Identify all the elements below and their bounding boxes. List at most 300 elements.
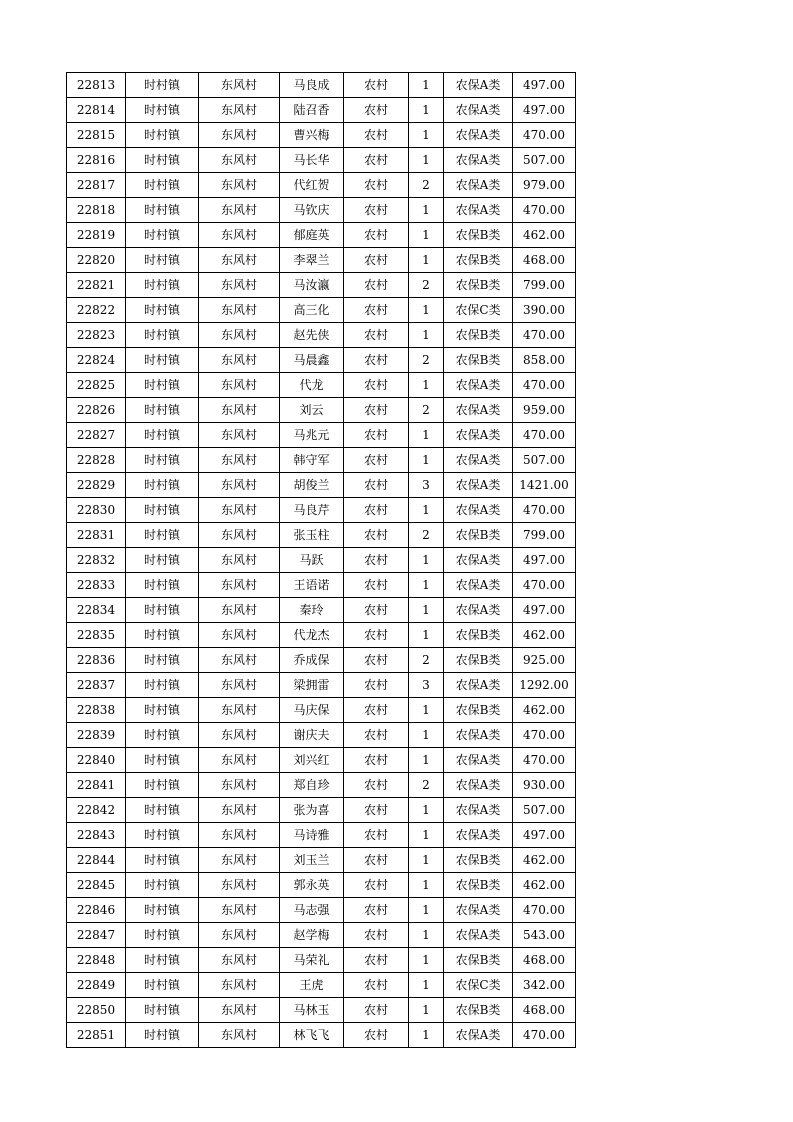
area-type-cell: 农村: [344, 273, 409, 298]
town-cell: 时村镇: [126, 848, 199, 873]
table-row: [67, 723, 576, 748]
household-count-cell: 1: [409, 148, 444, 173]
village-cell: 东风村: [199, 398, 280, 423]
insurance-category-cell: 农保A类: [444, 748, 513, 773]
table-row: [67, 1023, 576, 1048]
amount-cell: 799.00: [513, 523, 576, 548]
area-type-cell: 农村: [344, 798, 409, 823]
insurance-category-cell: 农保A类: [444, 423, 513, 448]
village-cell: 东风村: [199, 1023, 280, 1048]
household-count-cell: 2: [409, 348, 444, 373]
town-cell: 时村镇: [126, 673, 199, 698]
name-cell: 马长华: [280, 148, 344, 173]
area-type-cell: 农村: [344, 548, 409, 573]
village-cell: 东风村: [199, 523, 280, 548]
town-cell: 时村镇: [126, 248, 199, 273]
area-type-cell: 农村: [344, 373, 409, 398]
insurance-category-cell: 农保A类: [444, 123, 513, 148]
insurance-category-cell: 农保A类: [444, 598, 513, 623]
household-count-cell: 1: [409, 898, 444, 923]
table-row: [67, 398, 576, 423]
record-id-cell: 22818: [67, 198, 126, 223]
table-row: [67, 698, 576, 723]
name-cell: 马志强: [280, 898, 344, 923]
name-cell: 马晨鑫: [280, 348, 344, 373]
household-count-cell: 1: [409, 723, 444, 748]
name-cell: 韩守军: [280, 448, 344, 473]
town-cell: 时村镇: [126, 298, 199, 323]
table-row: [67, 323, 576, 348]
town-cell: 时村镇: [126, 123, 199, 148]
household-count-cell: 1: [409, 198, 444, 223]
household-count-cell: 1: [409, 848, 444, 873]
insurance-category-cell: 农保B类: [444, 848, 513, 873]
town-cell: 时村镇: [126, 323, 199, 348]
village-cell: 东风村: [199, 573, 280, 598]
insurance-category-cell: 农保A类: [444, 573, 513, 598]
village-cell: 东风村: [199, 923, 280, 948]
town-cell: 时村镇: [126, 273, 199, 298]
name-cell: 曹兴梅: [280, 123, 344, 148]
village-cell: 东风村: [199, 148, 280, 173]
area-type-cell: 农村: [344, 598, 409, 623]
insurance-category-cell: 农保B类: [444, 348, 513, 373]
insurance-category-cell: 农保A类: [444, 673, 513, 698]
name-cell: 马跃: [280, 548, 344, 573]
table-row: [67, 673, 576, 698]
village-cell: 东风村: [199, 548, 280, 573]
name-cell: 梁拥雷: [280, 673, 344, 698]
insurance-category-cell: 农保A类: [444, 723, 513, 748]
household-count-cell: 1: [409, 998, 444, 1023]
name-cell: 陆召香: [280, 98, 344, 123]
table-row: [67, 573, 576, 598]
household-count-cell: 1: [409, 698, 444, 723]
name-cell: 马良成: [280, 73, 344, 98]
table-row: [67, 298, 576, 323]
village-cell: 东风村: [199, 198, 280, 223]
amount-cell: 1292.00: [513, 673, 576, 698]
area-type-cell: 农村: [344, 498, 409, 523]
table-row: [67, 248, 576, 273]
village-cell: 东风村: [199, 98, 280, 123]
town-cell: 时村镇: [126, 773, 199, 798]
name-cell: 刘兴红: [280, 748, 344, 773]
insurance-category-cell: 农保A类: [444, 73, 513, 98]
town-cell: 时村镇: [126, 623, 199, 648]
insurance-category-cell: 农保A类: [444, 773, 513, 798]
insurance-category-cell: 农保B类: [444, 998, 513, 1023]
name-cell: 高三化: [280, 298, 344, 323]
name-cell: 郑自珍: [280, 773, 344, 798]
insurance-category-cell: 农保B类: [444, 873, 513, 898]
area-type-cell: 农村: [344, 73, 409, 98]
records-table-body: [67, 73, 576, 1048]
town-cell: 时村镇: [126, 748, 199, 773]
town-cell: 时村镇: [126, 923, 199, 948]
amount-cell: 462.00: [513, 848, 576, 873]
village-cell: 东风村: [199, 223, 280, 248]
table-row: [67, 598, 576, 623]
area-type-cell: 农村: [344, 898, 409, 923]
amount-cell: 462.00: [513, 873, 576, 898]
amount-cell: 470.00: [513, 123, 576, 148]
record-id-cell: 22851: [67, 1023, 126, 1048]
village-cell: 东风村: [199, 173, 280, 198]
table-row: [67, 973, 576, 998]
household-count-cell: 1: [409, 748, 444, 773]
record-id-cell: 22846: [67, 898, 126, 923]
town-cell: 时村镇: [126, 398, 199, 423]
area-type-cell: 农村: [344, 298, 409, 323]
amount-cell: 470.00: [513, 723, 576, 748]
area-type-cell: 农村: [344, 223, 409, 248]
record-id-cell: 22821: [67, 273, 126, 298]
town-cell: 时村镇: [126, 723, 199, 748]
household-count-cell: 1: [409, 498, 444, 523]
area-type-cell: 农村: [344, 523, 409, 548]
village-cell: 东风村: [199, 73, 280, 98]
town-cell: 时村镇: [126, 648, 199, 673]
record-id-cell: 22833: [67, 573, 126, 598]
record-id-cell: 22848: [67, 948, 126, 973]
insurance-category-cell: 农保A类: [444, 448, 513, 473]
area-type-cell: 农村: [344, 323, 409, 348]
town-cell: 时村镇: [126, 898, 199, 923]
record-id-cell: 22837: [67, 673, 126, 698]
area-type-cell: 农村: [344, 423, 409, 448]
town-cell: 时村镇: [126, 873, 199, 898]
table-row: [67, 348, 576, 373]
record-id-cell: 22826: [67, 398, 126, 423]
insurance-category-cell: 农保C类: [444, 298, 513, 323]
town-cell: 时村镇: [126, 73, 199, 98]
area-type-cell: 农村: [344, 1023, 409, 1048]
village-cell: 东风村: [199, 998, 280, 1023]
insurance-category-cell: 农保B类: [444, 248, 513, 273]
household-count-cell: 1: [409, 123, 444, 148]
area-type-cell: 农村: [344, 748, 409, 773]
town-cell: 时村镇: [126, 998, 199, 1023]
insurance-category-cell: 农保B类: [444, 523, 513, 548]
household-count-cell: 2: [409, 398, 444, 423]
record-id-cell: 22838: [67, 698, 126, 723]
table-row: [67, 198, 576, 223]
household-count-cell: 1: [409, 73, 444, 98]
village-cell: 东风村: [199, 748, 280, 773]
town-cell: 时村镇: [126, 948, 199, 973]
record-id-cell: 22834: [67, 598, 126, 623]
area-type-cell: 农村: [344, 998, 409, 1023]
amount-cell: 507.00: [513, 798, 576, 823]
record-id-cell: 22816: [67, 148, 126, 173]
area-type-cell: 农村: [344, 448, 409, 473]
record-id-cell: 22822: [67, 298, 126, 323]
town-cell: 时村镇: [126, 823, 199, 848]
household-count-cell: 1: [409, 923, 444, 948]
village-cell: 东风村: [199, 498, 280, 523]
town-cell: 时村镇: [126, 423, 199, 448]
name-cell: 王虎: [280, 973, 344, 998]
name-cell: 赵学梅: [280, 923, 344, 948]
village-cell: 东风村: [199, 373, 280, 398]
insurance-category-cell: 农保A类: [444, 398, 513, 423]
name-cell: 林飞飞: [280, 1023, 344, 1048]
insurance-category-cell: 农保A类: [444, 148, 513, 173]
household-count-cell: 1: [409, 248, 444, 273]
village-cell: 东风村: [199, 348, 280, 373]
area-type-cell: 农村: [344, 248, 409, 273]
record-id-cell: 22847: [67, 923, 126, 948]
amount-cell: 799.00: [513, 273, 576, 298]
village-cell: 东风村: [199, 948, 280, 973]
name-cell: 马诗雅: [280, 823, 344, 848]
insurance-category-cell: 农保B类: [444, 273, 513, 298]
table-row: [67, 498, 576, 523]
town-cell: 时村镇: [126, 348, 199, 373]
village-cell: 东风村: [199, 673, 280, 698]
name-cell: 胡俊兰: [280, 473, 344, 498]
village-cell: 东风村: [199, 623, 280, 648]
village-cell: 东风村: [199, 873, 280, 898]
village-cell: 东风村: [199, 423, 280, 448]
name-cell: 王语诺: [280, 573, 344, 598]
insurance-category-cell: 农保A类: [444, 498, 513, 523]
town-cell: 时村镇: [126, 198, 199, 223]
amount-cell: 979.00: [513, 173, 576, 198]
area-type-cell: 农村: [344, 723, 409, 748]
village-cell: 东风村: [199, 773, 280, 798]
amount-cell: 468.00: [513, 948, 576, 973]
town-cell: 时村镇: [126, 448, 199, 473]
area-type-cell: 农村: [344, 873, 409, 898]
amount-cell: 462.00: [513, 223, 576, 248]
insurance-category-cell: 农保A类: [444, 373, 513, 398]
record-id-cell: 22832: [67, 548, 126, 573]
name-cell: 乔成保: [280, 648, 344, 673]
area-type-cell: 农村: [344, 148, 409, 173]
record-id-cell: 22844: [67, 848, 126, 873]
amount-cell: 470.00: [513, 198, 576, 223]
insurance-category-cell: 农保A类: [444, 173, 513, 198]
table-row: [67, 373, 576, 398]
amount-cell: 470.00: [513, 573, 576, 598]
town-cell: 时村镇: [126, 498, 199, 523]
amount-cell: 470.00: [513, 898, 576, 923]
table-row: [67, 223, 576, 248]
insurance-category-cell: 农保C类: [444, 973, 513, 998]
record-id-cell: 22836: [67, 648, 126, 673]
name-cell: 马林玉: [280, 998, 344, 1023]
area-type-cell: 农村: [344, 198, 409, 223]
town-cell: 时村镇: [126, 598, 199, 623]
record-id-cell: 22827: [67, 423, 126, 448]
name-cell: 代龙杰: [280, 623, 344, 648]
table-row: [67, 873, 576, 898]
table-row: [67, 523, 576, 548]
household-count-cell: 1: [409, 973, 444, 998]
name-cell: 谢庆夫: [280, 723, 344, 748]
amount-cell: 470.00: [513, 748, 576, 773]
amount-cell: 497.00: [513, 823, 576, 848]
area-type-cell: 农村: [344, 173, 409, 198]
village-cell: 东风村: [199, 273, 280, 298]
village-cell: 东风村: [199, 473, 280, 498]
record-id-cell: 22814: [67, 98, 126, 123]
table-row: [67, 98, 576, 123]
household-count-cell: 1: [409, 573, 444, 598]
name-cell: 代红贺: [280, 173, 344, 198]
village-cell: 东风村: [199, 323, 280, 348]
town-cell: 时村镇: [126, 173, 199, 198]
village-cell: 东风村: [199, 898, 280, 923]
amount-cell: 925.00: [513, 648, 576, 673]
name-cell: 代龙: [280, 373, 344, 398]
table-row: [67, 123, 576, 148]
household-count-cell: 1: [409, 373, 444, 398]
amount-cell: 470.00: [513, 323, 576, 348]
village-cell: 东风村: [199, 798, 280, 823]
town-cell: 时村镇: [126, 373, 199, 398]
record-id-cell: 22840: [67, 748, 126, 773]
record-id-cell: 22845: [67, 873, 126, 898]
name-cell: 秦玲: [280, 598, 344, 623]
amount-cell: 470.00: [513, 373, 576, 398]
household-count-cell: 1: [409, 98, 444, 123]
insurance-category-cell: 农保A类: [444, 473, 513, 498]
insurance-category-cell: 农保A类: [444, 923, 513, 948]
household-count-cell: 2: [409, 173, 444, 198]
town-cell: 时村镇: [126, 798, 199, 823]
records-table: [66, 72, 576, 1048]
town-cell: 时村镇: [126, 698, 199, 723]
village-cell: 东风村: [199, 248, 280, 273]
amount-cell: 959.00: [513, 398, 576, 423]
insurance-category-cell: 农保B类: [444, 623, 513, 648]
record-id-cell: 22841: [67, 773, 126, 798]
table-row: [67, 623, 576, 648]
record-id-cell: 22815: [67, 123, 126, 148]
household-count-cell: 1: [409, 873, 444, 898]
name-cell: 李翠兰: [280, 248, 344, 273]
insurance-category-cell: 农保B类: [444, 323, 513, 348]
village-cell: 东风村: [199, 648, 280, 673]
record-id-cell: 22820: [67, 248, 126, 273]
town-cell: 时村镇: [126, 223, 199, 248]
insurance-category-cell: 农保A类: [444, 548, 513, 573]
household-count-cell: 1: [409, 948, 444, 973]
table-row: [67, 998, 576, 1023]
record-id-cell: 22817: [67, 173, 126, 198]
town-cell: 时村镇: [126, 548, 199, 573]
village-cell: 东风村: [199, 123, 280, 148]
area-type-cell: 农村: [344, 473, 409, 498]
name-cell: 马庆保: [280, 698, 344, 723]
town-cell: 时村镇: [126, 523, 199, 548]
amount-cell: 507.00: [513, 148, 576, 173]
household-count-cell: 1: [409, 423, 444, 448]
table-row: [67, 473, 576, 498]
name-cell: 马汝瀛: [280, 273, 344, 298]
area-type-cell: 农村: [344, 923, 409, 948]
record-id-cell: 22828: [67, 448, 126, 473]
name-cell: 刘玉兰: [280, 848, 344, 873]
record-id-cell: 22835: [67, 623, 126, 648]
town-cell: 时村镇: [126, 98, 199, 123]
name-cell: 马钦庆: [280, 198, 344, 223]
table-row: [67, 73, 576, 98]
village-cell: 东风村: [199, 298, 280, 323]
name-cell: 刘云: [280, 398, 344, 423]
area-type-cell: 农村: [344, 348, 409, 373]
amount-cell: 470.00: [513, 423, 576, 448]
table-row: [67, 798, 576, 823]
amount-cell: 462.00: [513, 698, 576, 723]
household-count-cell: 1: [409, 798, 444, 823]
table-row: [67, 148, 576, 173]
household-count-cell: 1: [409, 823, 444, 848]
area-type-cell: 农村: [344, 773, 409, 798]
record-id-cell: 22849: [67, 973, 126, 998]
amount-cell: 470.00: [513, 498, 576, 523]
table-row: [67, 773, 576, 798]
table-row: [67, 648, 576, 673]
village-cell: 东风村: [199, 848, 280, 873]
amount-cell: 462.00: [513, 623, 576, 648]
table-row: [67, 548, 576, 573]
table-row: [67, 748, 576, 773]
insurance-category-cell: 农保B类: [444, 948, 513, 973]
name-cell: 郭永英: [280, 873, 344, 898]
name-cell: 马良芹: [280, 498, 344, 523]
town-cell: 时村镇: [126, 973, 199, 998]
amount-cell: 543.00: [513, 923, 576, 948]
household-count-cell: 3: [409, 473, 444, 498]
amount-cell: 390.00: [513, 298, 576, 323]
table-row: [67, 948, 576, 973]
amount-cell: 507.00: [513, 448, 576, 473]
record-id-cell: 22819: [67, 223, 126, 248]
amount-cell: 858.00: [513, 348, 576, 373]
town-cell: 时村镇: [126, 148, 199, 173]
area-type-cell: 农村: [344, 98, 409, 123]
amount-cell: 468.00: [513, 998, 576, 1023]
table-row: [67, 273, 576, 298]
insurance-category-cell: 农保A类: [444, 898, 513, 923]
insurance-category-cell: 农保A类: [444, 98, 513, 123]
area-type-cell: 农村: [344, 948, 409, 973]
amount-cell: 497.00: [513, 98, 576, 123]
area-type-cell: 农村: [344, 398, 409, 423]
name-cell: 马荣礼: [280, 948, 344, 973]
amount-cell: 930.00: [513, 773, 576, 798]
area-type-cell: 农村: [344, 973, 409, 998]
household-count-cell: 1: [409, 623, 444, 648]
amount-cell: 470.00: [513, 1023, 576, 1048]
household-count-cell: 2: [409, 648, 444, 673]
village-cell: 东风村: [199, 598, 280, 623]
area-type-cell: 农村: [344, 573, 409, 598]
household-count-cell: 1: [409, 323, 444, 348]
household-count-cell: 3: [409, 673, 444, 698]
household-count-cell: 2: [409, 773, 444, 798]
area-type-cell: 农村: [344, 698, 409, 723]
name-cell: 郁庭英: [280, 223, 344, 248]
household-count-cell: 1: [409, 598, 444, 623]
household-count-cell: 1: [409, 1023, 444, 1048]
record-id-cell: 22842: [67, 798, 126, 823]
household-count-cell: 1: [409, 298, 444, 323]
